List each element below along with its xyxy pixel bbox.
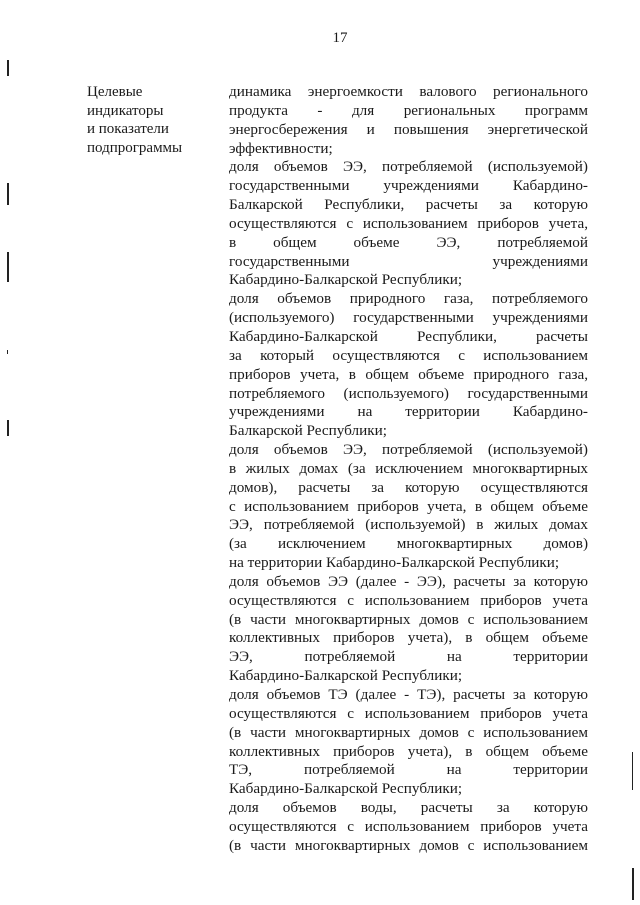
text-line: осуществляются с использованием приборов учета,: [229, 214, 588, 232]
text-line: энергосбережения и повышения энергетической: [229, 120, 588, 138]
text-line: эффективности;: [229, 139, 333, 157]
scan-artifact: [7, 420, 9, 436]
text-line: Кабардино-Балкарской Республики;: [229, 780, 463, 798]
text-line: осуществляются с использованием приборов учета: [229, 704, 588, 722]
text-line: в жилых домах (за исключением многоквартирных: [229, 459, 588, 477]
text-line: доля объемов природного газа, потребляемого: [229, 290, 588, 308]
text-line: (в части многоквартирных домов с использованием: [229, 610, 588, 628]
scan-artifact: [7, 183, 9, 205]
text-line: доля объемов ТЭ (далее - ТЭ), расчеты за которую: [229, 686, 588, 703]
text-line: ЭЭ, потребляемой (используемой) в жилых домах: [229, 516, 588, 534]
page-number: 17: [332, 30, 348, 46]
text-line: Кабардино-Балкарской Республики;: [229, 667, 463, 685]
text-line: государственными учреждениями Кабардино-: [229, 177, 588, 195]
text-line: приборов учета, в общем объеме природного газа,: [229, 365, 588, 383]
text-line: Кабардино-Балкарской Республики;: [229, 271, 463, 289]
text-line: доля объемов ЭЭ, потребляемой (используемой): [229, 441, 588, 459]
text-line: осуществляются с использованием приборов учета: [229, 591, 588, 609]
text-line: с использованием приборов учета, в общем объеме: [229, 497, 588, 515]
text-line: на территории Кабардино-Балкарской Республики;: [229, 554, 560, 572]
text-line: продукта - для региональных программ: [229, 101, 588, 119]
text-line: государственными учреждениями: [229, 252, 588, 270]
text-line: коллективных приборов учета), в общем объеме: [229, 629, 588, 647]
label-line: Целевые: [87, 84, 143, 100]
text-line: ЭЭ, потребляемой на территории: [229, 648, 588, 666]
label-line: индикаторы: [87, 102, 164, 119]
scan-artifact: [7, 350, 8, 354]
text-line: (в части многоквартирных домов с использованием: [229, 723, 588, 741]
text-line: потребляемого (используемого) государственными: [229, 384, 588, 402]
text-line: домов), расчеты за которую осуществляются: [229, 478, 588, 496]
text-line: Балкарской Республики;: [229, 422, 387, 440]
section-label: [87, 83, 182, 157]
text-line: в общем объеме ЭЭ, потребляемой: [229, 233, 588, 251]
label-line: подпрограммы: [87, 139, 183, 156]
text-line: за который осуществляются с использованием: [229, 346, 588, 364]
text-line: динамика энергоемкости валового регионального: [229, 83, 588, 100]
text-line: учреждениями на территории Кабардино-: [229, 403, 588, 421]
text-line: осуществляются с использованием приборов учета: [229, 817, 588, 835]
scan-artifact: [7, 252, 9, 282]
text-line: доля объемов ЭЭ, потребляемой (используемой): [229, 158, 588, 176]
scan-artifact: [7, 60, 9, 76]
text-line: (используемого) государственными учреждениями: [229, 309, 588, 327]
text-line: Балкарской Республики, расчеты за которую: [229, 196, 588, 214]
indicators-text: [229, 83, 588, 856]
scan-artifact: [632, 868, 634, 900]
scan-artifact: [632, 752, 633, 790]
text-line: доля объемов воды, расчеты за которую: [229, 799, 588, 817]
text-line: (в части многоквартирных домов с использованием: [229, 836, 588, 854]
text-line: (за исключением многоквартирных домов): [229, 535, 588, 553]
text-line: доля объемов ЭЭ (далее - ЭЭ), расчеты за которую: [229, 572, 588, 590]
label-line: и показатели: [87, 121, 169, 137]
text-line: ТЭ, потребляемой на территории: [229, 761, 588, 779]
text-line: Кабардино-Балкарской Республики, расчеты: [229, 327, 588, 345]
text-line: коллективных приборов учета), в общем объеме: [229, 742, 588, 760]
